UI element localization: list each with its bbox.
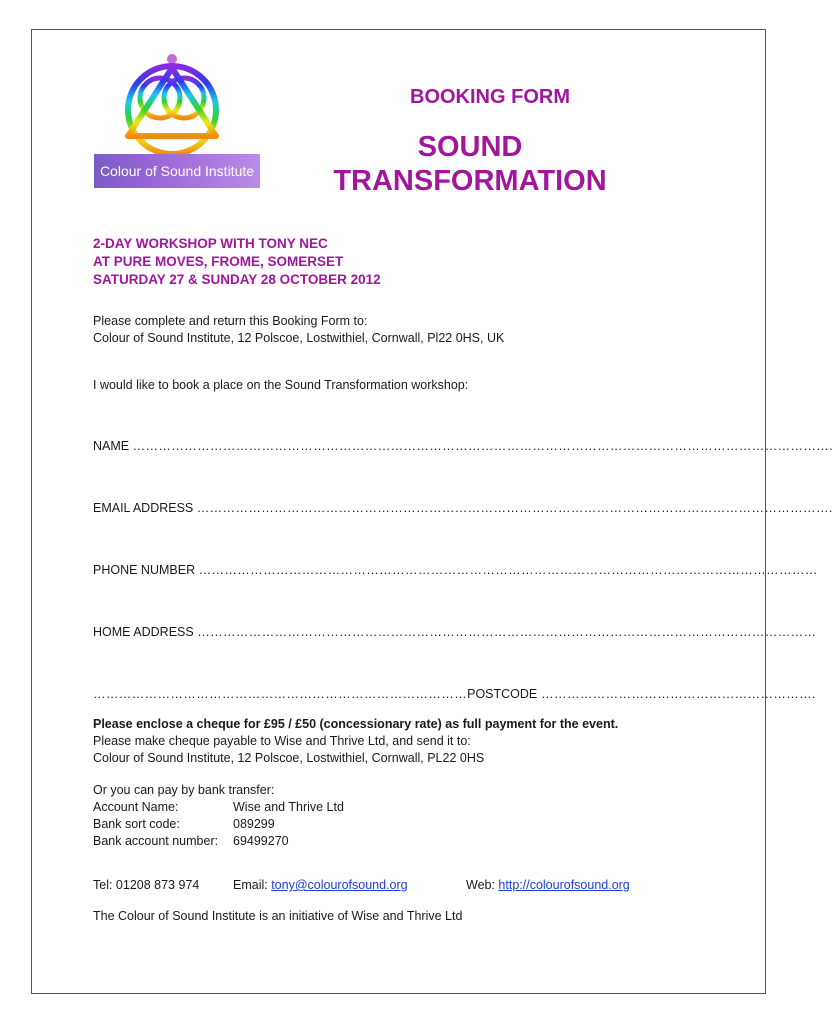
sort-code-value: 089299: [233, 817, 275, 831]
postcode-dots: ……………………………………………………….: [537, 687, 816, 701]
account-number-row: [93, 833, 289, 850]
workshop-line-3: SATURDAY 27 & SUNDAY 28 OCTOBER 2012: [93, 272, 381, 287]
phone-dots: ………………………………………………………………………………………………………………………………: [198, 563, 818, 577]
rainbow-circle-triangle-icon: [114, 52, 240, 156]
bank-transfer-intro: Or you can pay by bank transfer:: [93, 783, 275, 797]
cheque-payable: Please make cheque payable to Wise and Thrive Ltd, and send it to:: [93, 734, 471, 748]
name-label: NAME: [93, 439, 130, 453]
page-title: [300, 130, 640, 198]
postcode-field[interactable]: [93, 686, 816, 703]
address-continued-dots: ……………………………………………………………………………: [93, 687, 468, 701]
booking-form-heading: BOOKING FORM: [410, 86, 570, 108]
account-name-row: [93, 799, 344, 816]
logo-banner: Colour of Sound Institute: [94, 154, 260, 188]
postcode-label: POSTCODE: [467, 687, 538, 701]
account-name-value: Wise and Thrive Ltd: [233, 800, 344, 814]
email-label: EMAIL ADDRESS: [93, 501, 194, 515]
workshop-line-2: AT PURE MOVES, FROME, SOMERSET: [93, 254, 344, 269]
address-field[interactable]: [93, 624, 817, 641]
email-prefix: Email:: [233, 878, 272, 892]
title-line-2: TRANSFORMATION: [333, 165, 607, 197]
web-link[interactable]: http://colourofsound.org: [498, 878, 630, 892]
phone-field[interactable]: [93, 562, 818, 579]
sort-code-row: [93, 816, 275, 833]
web-prefix: Web:: [466, 878, 499, 892]
intro-line-1: Please complete and return this Booking Form to:: [93, 314, 368, 328]
title-line-1: SOUND: [417, 131, 523, 163]
initiative-footer: The Colour of Sound Institute is an initiative of Wise and Thrive Ltd: [93, 909, 463, 923]
name-field[interactable]: [93, 438, 833, 455]
logo: [94, 52, 260, 190]
name-dots: ……………………………………………………………………………………………………………………………………………….: [132, 439, 833, 453]
account-number-value: 69499270: [233, 834, 289, 848]
contact-email: [233, 877, 408, 894]
cheque-instruction: Please enclose a cheque for £95 / £50 (concessionary rate) as full payment for the event.: [93, 717, 619, 731]
cheque-address: Colour of Sound Institute, 12 Polscoe, Lostwithiel, Cornwall, PL22 0HS: [93, 751, 485, 765]
email-dots: ………………………………………………………………………………………………………………………………….: [196, 501, 833, 515]
contact-web: [466, 877, 630, 894]
address-label: HOME ADDRESS: [93, 625, 194, 639]
account-name-label: Account Name:: [93, 800, 179, 814]
address-dots: ………………………………………………………………………………………………………………………………: [197, 625, 817, 639]
contact-tel: Tel: 01208 873 974: [93, 878, 200, 892]
book-line: I would like to book a place on the Sound Transformation workshop:: [93, 378, 469, 392]
phone-label: PHONE NUMBER: [93, 563, 196, 577]
sort-code-label: Bank sort code:: [93, 817, 180, 831]
email-field[interactable]: [93, 500, 833, 517]
account-number-label: Bank account number:: [93, 834, 219, 848]
intro-line-2: Colour of Sound Institute, 12 Polscoe, Lostwithiel, Cornwall, Pl22 0HS, UK: [93, 331, 505, 345]
workshop-details: [93, 235, 381, 289]
workshop-line-1: 2-DAY WORKSHOP WITH TONY NEC: [93, 236, 328, 251]
email-link[interactable]: tony@colourofsound.org: [271, 878, 408, 892]
